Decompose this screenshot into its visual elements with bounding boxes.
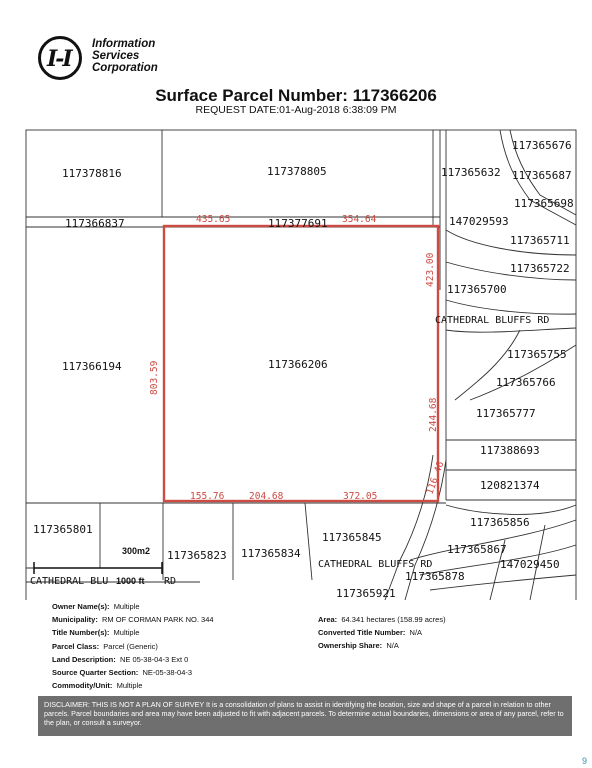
parcel-label: 117365856 [470, 516, 530, 529]
corner-mark: 9 [582, 756, 588, 766]
parcel-label: 117365711 [510, 234, 570, 247]
parcel-label: 117365834 [241, 547, 301, 560]
logo-line-3: Corporation [92, 62, 158, 74]
parcel-label: 117365777 [476, 407, 536, 420]
parcel-label: 117388693 [480, 444, 540, 457]
info-row [52, 626, 312, 639]
parcel-label: 117378816 [62, 167, 122, 180]
parcel-label: 117378805 [267, 165, 327, 178]
curve [446, 300, 576, 314]
logo-glyph: I-I [47, 46, 71, 72]
parcel-label: 117365700 [447, 283, 507, 296]
info-row [52, 653, 312, 666]
info-label: Owner Name(s): [52, 602, 110, 611]
curve [446, 505, 576, 514]
info-row [52, 679, 312, 692]
road-label: CATHEDRAL BLU [30, 576, 109, 587]
info-row [318, 626, 568, 639]
info-label: Land Description: [52, 654, 116, 664]
dimension-label: 204.68 [249, 491, 284, 502]
dimension-label: 435.65 [196, 214, 231, 225]
info-label: Municipality: [52, 615, 98, 625]
request-date: REQUEST DATE:01-Aug-2018 6:38:09 PM [195, 104, 397, 116]
subject-parcel-label: 117366206 [268, 358, 328, 371]
parcel-label: 117365823 [167, 549, 227, 562]
parcel-label: 117365878 [405, 570, 465, 583]
parcel-label: 117365845 [322, 531, 382, 544]
parcel-label: 120821374 [480, 479, 540, 492]
logo-line-1: Information [92, 38, 156, 50]
info-value: Multiple [116, 681, 143, 691]
parcel-label: 117366194 [62, 360, 122, 373]
info-value: Multiple [113, 628, 140, 638]
parcel-info-left [52, 600, 312, 692]
parcel-labels [30, 139, 574, 600]
info-label: Area: [318, 615, 338, 624]
curve [446, 328, 576, 332]
info-row [52, 666, 312, 679]
parcel-label: 117377691 [268, 217, 328, 230]
logo-line-2: Services [92, 50, 140, 62]
info-value: N/A [386, 641, 399, 651]
info-value: 64.341 hectares (158.99 acres) [341, 615, 446, 624]
info-label: Title Number(s): [52, 628, 110, 638]
parcel-label: 117365687 [512, 169, 572, 182]
info-label: Ownership Share: [318, 641, 383, 651]
dimension-label: 803.59 [149, 360, 160, 395]
parcel-label: 117365867 [447, 543, 507, 556]
parcel-label: 117365698 [514, 197, 574, 210]
info-row [318, 639, 568, 652]
info-row [318, 613, 568, 626]
parcel-label: 117365722 [510, 262, 570, 275]
scale-distance-label: 1000 ft [116, 576, 145, 586]
parcel-label: 147029450 [500, 558, 560, 571]
parcel-label: 117365755 [507, 348, 567, 361]
dimension-label: 244.68 [428, 397, 439, 432]
info-row [52, 640, 312, 653]
info-value: NE-05-38-04-3 [142, 668, 193, 678]
road-suffix: RD [164, 576, 177, 587]
parcel-label: 117365632 [441, 166, 501, 179]
parcel-label: 117365676 [512, 139, 572, 152]
curve [455, 330, 520, 400]
dimension-label: 372.05 [343, 491, 378, 502]
info-value: RM OF CORMAN PARK NO. 344 [102, 615, 214, 625]
info-value: Multiple [113, 602, 140, 611]
parcel-label: 117366837 [65, 217, 125, 230]
line [305, 503, 312, 580]
parcel-label: 117365766 [496, 376, 556, 389]
info-value: NE 05-38-04-3 Ext 0 [119, 654, 189, 664]
parcel-label: 147029593 [449, 215, 509, 228]
parcel-info-right [318, 613, 568, 653]
dimension-label: 155.76 [190, 491, 225, 502]
page-title: Surface Parcel Number: 117366206 [155, 86, 437, 105]
parcel-label: 117365801 [33, 523, 93, 536]
dimension-label: 354.64 [342, 214, 377, 225]
info-label: Commodity/Unit: [52, 681, 113, 691]
parcel-label: 117365921 [336, 587, 396, 600]
info-label: Source Quarter Section: [52, 668, 139, 678]
road-label: CATHEDRAL BLUFFS RD [435, 315, 550, 326]
disclaimer-banner: DISCLAIMER: THIS IS NOT A PLAN OF SURVEY It is a consolidation of plans to assist in identifying the location, size and shape of a parcel in relation to other parcels. Parcel boundaries and area may have been adjusted to fit with adjacent parcels. To determine actual boundaries, dimensions or area of any parcel, refer to the plan, or consult a surveyor. [38, 696, 572, 736]
dimension-label: 116.46 [424, 460, 447, 497]
dimension-label: 423.00 [425, 252, 436, 287]
info-row [52, 600, 312, 613]
info-label: Converted Title Number: [318, 628, 406, 638]
info-row [52, 613, 312, 626]
info-value: N/A [409, 628, 423, 638]
info-value: Parcel (Generic) [103, 641, 158, 651]
info-label: Parcel Class: [52, 641, 100, 651]
scale-area-label: 300m2 [122, 546, 151, 556]
road-label: CATHEDRAL BLUFFS RD [318, 559, 433, 570]
